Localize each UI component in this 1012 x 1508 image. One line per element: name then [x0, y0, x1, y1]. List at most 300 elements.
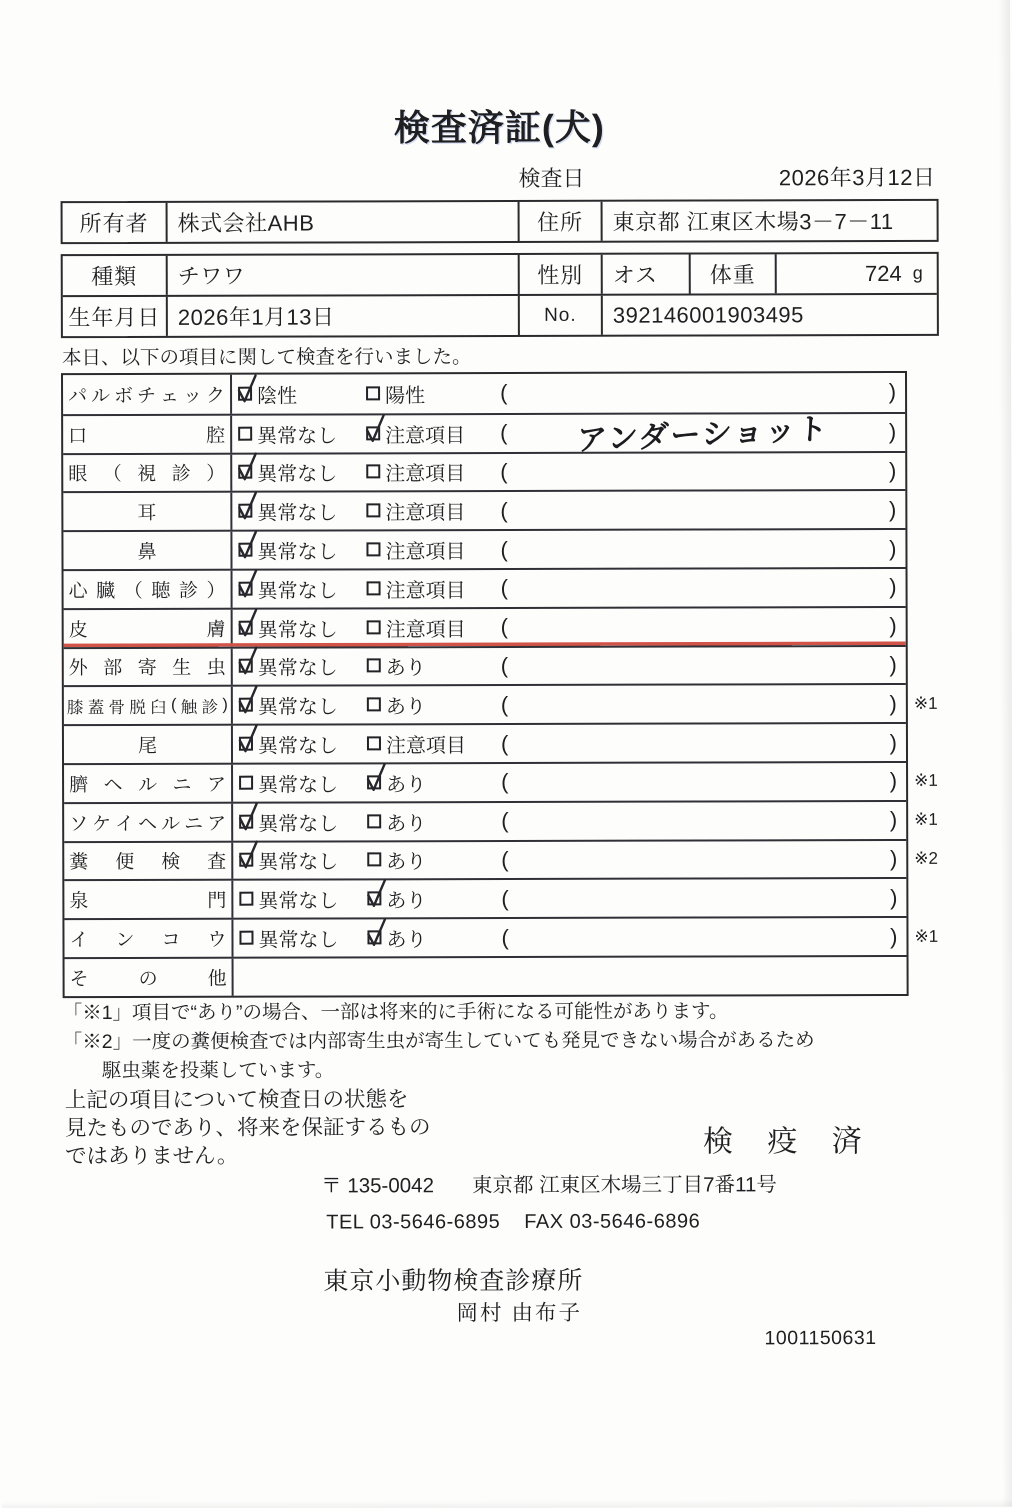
paren-open: (	[501, 885, 509, 911]
checklist-row	[64, 800, 938, 841]
item-label	[63, 416, 232, 453]
paren-close: )	[889, 807, 898, 833]
unchecked-option	[366, 496, 500, 525]
item-label-char: 鼻	[137, 541, 157, 564]
item-label-char: 外	[68, 658, 88, 680]
checkbox-checked-icon	[367, 775, 382, 790]
pet-info-table	[61, 252, 939, 338]
document-title: 検査済証(犬)	[393, 106, 605, 149]
row-content	[233, 879, 906, 918]
option-label: あり	[386, 851, 427, 874]
checklist-row	[64, 683, 938, 724]
option-label: あり	[386, 812, 427, 835]
item-label-char: 臍	[69, 774, 89, 797]
checklist-row	[63, 412, 905, 458]
owner-label: 所有者	[63, 203, 168, 242]
item-label-char: 診	[178, 580, 198, 602]
remarks-field	[500, 379, 905, 406]
item-label-char: 眼	[68, 464, 88, 486]
paren-open: (	[500, 575, 508, 601]
item-label-char: 臼	[150, 698, 167, 717]
sex-value: オス	[603, 255, 691, 294]
option-label: 異常なし	[257, 541, 338, 564]
remarks-field	[501, 846, 906, 873]
item-label-char: イ	[115, 813, 135, 835]
remarks-field	[500, 412, 905, 458]
item-label-char: ン	[115, 930, 135, 952]
unchecked-option	[366, 379, 500, 408]
paren-close: )	[889, 845, 898, 871]
option-label: 異常なし	[257, 580, 338, 603]
item-label	[65, 959, 234, 996]
checkbox-square	[239, 931, 253, 945]
item-label-char: 臓	[96, 580, 116, 602]
checkbox-checked-icon	[367, 930, 382, 945]
checkbox-checked-icon	[239, 814, 254, 829]
option-label: 注意項目	[385, 579, 466, 603]
checked-option	[239, 691, 367, 720]
checkbox-square	[239, 892, 253, 906]
paren-open: (	[500, 420, 508, 446]
checked-option	[367, 923, 501, 952]
item-label-char: 脱	[129, 698, 146, 717]
footnote-1: 「※1」項目で“あり”の場合、一部は将来的に手術になる可能性があります。	[62, 1000, 729, 1025]
option-label: あり	[385, 657, 426, 680]
item-label	[64, 648, 233, 685]
paren-open: (	[501, 924, 509, 950]
paren-close: )	[890, 884, 898, 910]
item-label-char: 虫	[206, 658, 226, 680]
option-label: 異常なし	[257, 425, 338, 448]
checklist-row	[65, 955, 907, 996]
unchecked-option	[367, 613, 501, 642]
checkbox-empty-icon	[367, 853, 382, 868]
checkbox-checked-icon	[238, 504, 253, 519]
remarks-field	[501, 613, 906, 640]
checkbox-square	[366, 465, 380, 479]
checked-option	[238, 458, 366, 487]
checkbox-square	[366, 504, 380, 518]
paren-open: (	[500, 497, 508, 523]
row-content	[233, 802, 906, 841]
row-content	[233, 569, 906, 608]
option-label: 陰性	[257, 385, 298, 408]
remarks-field	[500, 536, 905, 563]
checklist-row	[64, 567, 906, 608]
option-label: あり	[386, 929, 427, 952]
item-label-char: 皮	[68, 619, 88, 641]
item-label-char: 口	[68, 425, 88, 447]
checkbox-empty-icon	[367, 698, 382, 713]
handwritten-checkmark	[236, 568, 260, 600]
checkbox-square	[367, 853, 381, 867]
item-label	[63, 454, 232, 491]
item-label-char: ル	[161, 813, 181, 835]
paren-close: )	[889, 651, 897, 677]
unchecked-option	[366, 457, 500, 486]
checkbox-empty-icon	[367, 736, 382, 751]
remarks-field	[500, 458, 905, 485]
item-label-char: ェ	[159, 385, 180, 407]
item-label-char: 触	[180, 698, 198, 717]
checkbox-checked-icon	[239, 737, 254, 752]
item-label-char: 生	[172, 658, 192, 680]
item-label-char: （	[102, 464, 122, 486]
paren-close: )	[888, 419, 897, 445]
row-content	[234, 957, 907, 996]
remarks-field	[501, 691, 906, 718]
birthdate-value: 2026年1月13日	[168, 296, 520, 336]
item-label-char: 耳	[137, 503, 157, 525]
footnote-mark: ※1	[914, 771, 938, 791]
clinic-postal-line	[321, 1167, 777, 1198]
clinic-fax: FAX 03-5646-6896	[524, 1210, 701, 1233]
row-content	[233, 763, 906, 802]
checkbox-square	[367, 581, 381, 595]
checked-option	[239, 574, 367, 603]
row-content	[233, 918, 906, 957]
option-label: あり	[386, 890, 427, 913]
item-label-char: ル	[138, 774, 158, 796]
handwritten-checkmark	[236, 800, 260, 832]
checkbox-checked-icon	[239, 698, 254, 713]
row-content	[233, 841, 906, 880]
item-label-char: コ	[161, 929, 181, 951]
scan-edge-shadow-bottom	[2, 1499, 1012, 1508]
unchecked-option	[367, 690, 501, 719]
checkbox-square	[366, 386, 380, 400]
checkbox-empty-icon	[238, 426, 253, 441]
handwritten-checkmark	[235, 529, 259, 561]
item-label-char: 聴	[151, 580, 171, 602]
checklist-row	[64, 877, 906, 918]
owner-table	[61, 199, 939, 244]
checked-option	[239, 652, 367, 681]
inspection-date-label: 検査日	[518, 165, 585, 191]
disclaimer-line-1: 上記の項目について検査日の状態を	[64, 1087, 409, 1113]
checkbox-square	[367, 620, 381, 634]
item-label-char: 糞	[69, 852, 89, 874]
checkbox-empty-icon	[367, 620, 382, 635]
handwritten-checkmark	[236, 645, 260, 677]
postal-code: 〒 135-0042	[321, 1174, 435, 1198]
paren-open: (	[501, 769, 509, 795]
item-label-char: ）	[206, 580, 226, 602]
checked-option	[239, 807, 367, 836]
footnote-mark: ※1	[914, 926, 939, 946]
quarantine-passed-stamp: 検 疫 済	[702, 1125, 875, 1159]
item-label	[63, 375, 232, 414]
paren-close: )	[889, 768, 898, 794]
item-label-char: 診	[201, 698, 219, 717]
item-label-char: （	[123, 580, 143, 602]
item-label	[64, 920, 233, 957]
breed-label: 種類	[63, 256, 168, 295]
paren-open: (	[501, 846, 509, 872]
footnote-mark: ※1	[914, 810, 938, 830]
checked-option	[367, 768, 501, 797]
paren-close: )	[888, 457, 897, 483]
paren-open: (	[500, 652, 509, 678]
footnotes-block	[63, 997, 815, 1086]
row-content	[232, 491, 905, 530]
handwritten-checkmark	[236, 723, 260, 755]
checked-option	[239, 613, 367, 642]
clinic-address: 東京都 江東区木場三丁目7番11号	[471, 1173, 777, 1198]
option-label: 注意項目	[385, 541, 466, 564]
item-label-char: 蓋	[87, 698, 105, 717]
checkbox-checked-icon	[366, 426, 381, 441]
row-content	[233, 724, 906, 763]
weight-number: 724	[864, 260, 902, 286]
option-label: 異常なし	[257, 735, 339, 758]
unchecked-option	[367, 574, 501, 603]
remarks-field	[501, 807, 906, 834]
checked-option	[239, 846, 367, 875]
item-label-char: ク	[205, 385, 226, 407]
handwritten-checkmark	[235, 373, 259, 405]
unchecked-option	[366, 535, 500, 564]
item-label-char: そ	[69, 968, 89, 990]
clinic-name: 東京小動物検査診療所	[323, 1266, 584, 1296]
item-label-char: 寄	[137, 658, 157, 680]
weight-label: 体重	[691, 254, 777, 293]
item-label-char: )	[222, 695, 228, 715]
checkbox-square	[367, 698, 381, 712]
item-label-char: 部	[103, 658, 123, 680]
item-label-char: ニ	[172, 774, 192, 796]
option-label: 異常なし	[257, 619, 338, 642]
item-label-char: 他	[207, 968, 227, 990]
remarks-field	[501, 730, 906, 757]
checkbox-empty-icon	[366, 504, 381, 519]
item-label-char: (	[170, 696, 177, 715]
item-label-char: パ	[68, 385, 88, 408]
paren-close: )	[889, 690, 897, 716]
row-content	[233, 647, 906, 686]
checkbox-square	[366, 542, 380, 556]
item-label	[64, 571, 233, 608]
checklist-table	[61, 371, 939, 998]
item-label	[64, 687, 233, 724]
item-label	[64, 609, 233, 646]
handwritten-checkmark	[364, 761, 388, 793]
item-label-char: 査	[207, 852, 227, 874]
paren-open: (	[500, 614, 509, 640]
checked-option	[367, 884, 501, 913]
inspection-date-value: 2026年3月12日	[778, 164, 936, 191]
item-label	[63, 532, 232, 569]
unchecked-option	[239, 885, 367, 914]
option-label: 異常なし	[257, 463, 338, 487]
option-label: 陽性	[385, 385, 426, 408]
footnote-2-line1: 「※2」一度の糞便検査では内部寄生虫が寄生していても発見できない場合があるため	[62, 1029, 815, 1054]
item-label	[64, 881, 233, 918]
checkbox-checked-icon	[238, 465, 253, 480]
item-label-char: イ	[69, 930, 89, 952]
checkbox-empty-icon	[367, 814, 382, 829]
item-label-char: の	[138, 968, 158, 990]
item-label-char: ヘ	[138, 813, 158, 835]
checkbox-checked-icon	[239, 853, 254, 868]
handwritten-checkmark	[364, 878, 388, 910]
option-label: 異常なし	[258, 929, 339, 952]
item-label-char: 心	[68, 580, 88, 603]
item-label	[64, 726, 233, 763]
scan-edge-shadow-right	[998, 0, 1012, 1507]
option-label: 注意項目	[385, 735, 467, 758]
checkbox-square	[367, 736, 381, 750]
remarks-field	[501, 652, 906, 679]
item-label-char: チ	[136, 385, 157, 407]
remarks-field	[501, 574, 906, 601]
item-label-char: ウ	[207, 929, 227, 951]
paren-close: )	[889, 535, 897, 561]
checked-option	[238, 379, 366, 408]
inspection-date-row	[60, 161, 938, 191]
pet-info-row-2	[63, 295, 937, 336]
handwritten-checkmark	[235, 490, 259, 522]
checkbox-empty-icon	[239, 892, 254, 907]
checkbox-empty-icon	[366, 542, 381, 557]
clinic-tel: TEL 03-5646-6895	[326, 1211, 501, 1234]
checkbox-checked-icon	[239, 659, 254, 674]
unchecked-option	[367, 729, 501, 758]
item-label-char: 骨	[108, 698, 126, 717]
checkbox-square	[367, 659, 381, 673]
option-label: 異常なし	[257, 696, 338, 719]
paren-close: )	[889, 613, 897, 639]
serial-number: 1001150631	[764, 1327, 877, 1350]
option-label: 注意項目	[385, 424, 466, 448]
checkbox-checked-icon	[238, 387, 253, 402]
footnote-mark: ※1	[913, 693, 938, 713]
item-label	[64, 842, 233, 879]
item-label	[63, 493, 232, 530]
unchecked-option	[239, 768, 367, 797]
item-label	[64, 803, 233, 840]
row-content	[233, 608, 906, 647]
footnote-mark: ※2	[914, 848, 939, 868]
checkbox-checked-icon	[238, 543, 253, 558]
row-content	[232, 530, 905, 569]
checkbox-empty-icon	[239, 776, 254, 791]
paren-open: (	[500, 380, 508, 406]
handwritten-checkmark	[236, 839, 260, 871]
checkbox-checked-icon	[239, 620, 254, 635]
handwritten-remark: アンダーショット	[575, 412, 830, 458]
sex-label: 性別	[520, 255, 603, 294]
unchecked-option	[367, 807, 501, 836]
checklist-row	[64, 606, 906, 647]
item-label-char: 膝	[66, 698, 84, 717]
item-label-char: ボ	[114, 385, 134, 407]
paren-close: )	[888, 496, 897, 522]
address-value: 東京都 江東区木場3－7－11	[612, 208, 894, 235]
remarks-field	[501, 768, 906, 795]
paren-close: )	[889, 729, 898, 755]
paren-open: (	[500, 536, 508, 562]
option-label: 注意項目	[385, 618, 466, 641]
checkbox-square	[367, 814, 381, 828]
veterinarian-name: 岡村 由布子	[456, 1300, 582, 1326]
intro-text: 本日、以下の項目に関して検査を行いました。	[61, 346, 472, 370]
checkbox-empty-icon	[366, 386, 381, 401]
option-label: 異常なし	[258, 890, 339, 913]
item-label-char: 腔	[206, 425, 226, 447]
item-label-char: 尾	[137, 735, 158, 758]
option-label: あり	[386, 774, 427, 797]
unchecked-option	[238, 419, 366, 448]
paren-close: )	[890, 923, 898, 949]
checklist-row	[63, 489, 905, 530]
disclaimer-line-3: ではありません。	[65, 1143, 239, 1169]
option-label: 異常なし	[258, 851, 339, 875]
checklist-row	[64, 722, 906, 763]
weight-value	[777, 254, 937, 293]
checkbox-empty-icon	[367, 659, 382, 674]
checkbox-checked-icon	[239, 582, 254, 597]
owner-value: 株式会社AHB	[168, 202, 520, 242]
paren-close: )	[888, 379, 897, 405]
unchecked-option	[367, 651, 501, 680]
item-label-char: 診	[171, 464, 191, 486]
item-label-char: ）	[206, 464, 226, 486]
checkbox-empty-icon	[366, 465, 381, 480]
row-content	[232, 453, 905, 492]
remarks-field	[501, 923, 906, 950]
option-label: 異常なし	[258, 813, 339, 836]
paren-open: (	[501, 808, 509, 834]
item-label-char: 検	[161, 852, 181, 874]
item-label-char: 膚	[206, 619, 226, 641]
remarks-field	[501, 885, 906, 912]
handwritten-checkmark	[363, 412, 387, 444]
checklist-row	[63, 451, 905, 492]
option-label: 注意項目	[385, 502, 466, 525]
disclaimer-line-2: 見たものであり、将来を保証するもの	[64, 1115, 431, 1141]
checked-option	[366, 419, 500, 448]
option-label: 異常なし	[257, 502, 338, 525]
paren-open: (	[500, 691, 509, 717]
disclaimer-text	[65, 1085, 431, 1170]
checkbox-empty-icon	[367, 581, 382, 596]
item-label-char: 視	[137, 464, 157, 486]
breed-value: チワワ	[168, 255, 520, 295]
number-value: 392146001903495	[612, 301, 804, 328]
handwritten-checkmark	[236, 684, 260, 716]
unchecked-option	[367, 845, 501, 874]
birthdate-label: 生年月日	[63, 297, 168, 336]
option-label: あり	[385, 696, 426, 719]
item-label	[64, 765, 233, 802]
remarks-field	[500, 497, 905, 524]
option-label: 異常なし	[258, 774, 339, 797]
row-content	[232, 412, 905, 458]
unchecked-option	[239, 923, 367, 952]
pet-info-row-1	[63, 254, 937, 297]
item-label-char: 泉	[69, 891, 89, 913]
checkbox-square	[239, 776, 253, 790]
footnote-2-line2: 駆虫薬を投薬しています。	[101, 1059, 335, 1083]
checked-option	[238, 497, 366, 526]
item-label-char: ル	[91, 385, 111, 407]
paren-open: (	[500, 730, 509, 756]
item-label-char: ソ	[69, 813, 89, 835]
handwritten-checkmark	[364, 916, 388, 948]
item-label-char: ヘ	[103, 774, 123, 796]
checkbox-empty-icon	[239, 931, 254, 946]
